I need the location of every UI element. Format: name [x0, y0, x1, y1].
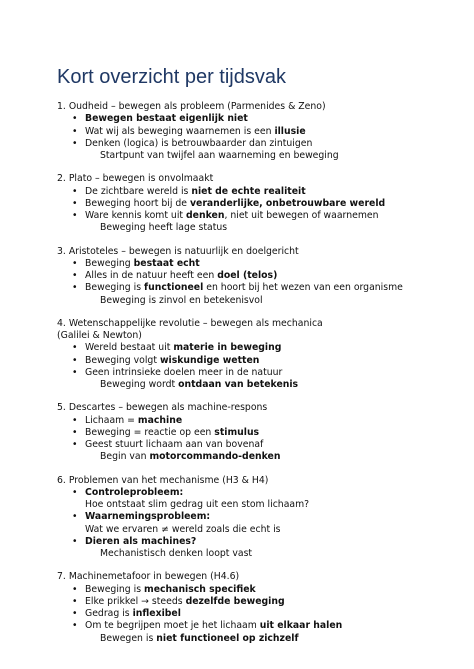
bullet-icon: • — [72, 137, 78, 149]
section-heading: 4. Wetenschappelijke revolutie – bewegen als mechanica — [57, 317, 323, 329]
text-run: Beweging volgt — [85, 354, 160, 366]
text-run: Elke prikkel → steeds — [85, 595, 186, 607]
section-heading: 5. Descartes – bewegen als machine-respons — [57, 402, 268, 414]
section-heading: 2. Plato – bewegen is onvolmaakt — [57, 173, 214, 185]
text-run: Beweging heeft lage status — [100, 222, 228, 234]
bullet-icon: • — [72, 414, 78, 426]
bullet-icon: • — [72, 125, 78, 137]
bullet-icon: • — [72, 197, 78, 209]
bullet-icon: • — [72, 354, 78, 366]
text-run: Beweging is zinvol en betekenisvol — [100, 294, 263, 306]
text-run: Ware kennis komt uit — [85, 210, 186, 221]
bold-text: Bewegen bestaat eigenlijk niet — [85, 113, 248, 125]
bold-text: machine — [137, 414, 183, 426]
text-run: Beweging is — [85, 583, 145, 595]
bullet-item — [57, 270, 467, 282]
bullet-item — [57, 186, 467, 198]
bullet-icon: • — [72, 185, 78, 197]
bullet-item — [57, 258, 467, 270]
bullet-item — [57, 113, 467, 125]
conclusion-line — [57, 379, 467, 391]
bold-text: illusie — [274, 125, 306, 137]
bullet-item — [57, 620, 467, 632]
text-run: en hoort bij het wezen van een organisme — [203, 282, 403, 294]
bullet-item — [57, 367, 467, 379]
bullet-icon: • — [72, 210, 78, 221]
bold-text: mechanisch specifiek — [144, 583, 256, 595]
text-run: Begin van — [100, 451, 150, 463]
bold-text: wiskundige wetten — [159, 354, 260, 366]
bullet-icon: • — [72, 366, 78, 378]
section-heading: 7. Machinemetafoor in bewegen (H4.6) — [57, 571, 240, 583]
text-run: Beweging wordt — [100, 379, 179, 390]
explanation-line — [57, 524, 467, 536]
bullet-item — [57, 355, 467, 367]
text-run: De zichtbare wereld is — [85, 185, 192, 197]
bullet-item — [57, 342, 467, 354]
page-title: Kort overzicht per tijdsvak — [57, 66, 286, 88]
conclusion-line — [57, 548, 467, 560]
bullet-item — [57, 439, 467, 451]
bullet-item — [57, 596, 467, 608]
text-run: Mechanistisch denken loopt vast — [100, 548, 253, 559]
bullet-item — [57, 511, 467, 523]
bullet-icon: • — [72, 595, 78, 607]
bullet-item — [57, 282, 467, 294]
bullet-icon: • — [72, 342, 78, 354]
bold-text: Waarnemingsprobleem: — [85, 511, 211, 523]
section-3 — [57, 246, 467, 307]
text-run: Alles in de natuur heeft een — [85, 270, 218, 281]
text-run: Geen intrinsieke doelen meer in de natuur — [85, 366, 283, 378]
bullet-icon: • — [72, 270, 78, 281]
section-heading: 6. Problemen van het mechanisme (H3 & H4) — [57, 474, 269, 486]
text-run: Wat wij als beweging waarnemen is een — [85, 125, 275, 137]
text-run: Startpunt van twijfel aan waarneming en beweging — [100, 150, 339, 161]
bullet-icon: • — [72, 608, 78, 619]
text-run: , niet uit bewegen of waarnemen — [224, 210, 379, 221]
bold-text: Controleprobleem: — [85, 486, 184, 498]
text-run: Denken (logica) is betrouwbaarder dan zintuigen — [85, 137, 313, 149]
bold-text: niet de echte realiteit — [191, 185, 306, 197]
bullet-item — [57, 427, 467, 439]
text-run: Geest stuurt lichaam aan van bovenaf — [85, 439, 264, 450]
text-run: Wereld bestaat uit — [85, 342, 174, 354]
bullet-item — [57, 210, 467, 222]
bold-text: dezelfde beweging — [185, 595, 285, 607]
bold-text: Dieren als machines? — [85, 535, 197, 547]
bullet-icon: • — [72, 257, 78, 269]
text-run: Gedrag is — [85, 608, 133, 619]
bullet-icon: • — [72, 282, 78, 294]
bold-text: stimulus — [214, 426, 260, 438]
section-heading: 1. Oudheid – bewegen als probleem (Parmenides & Zeno) — [57, 101, 326, 112]
bullet-icon: • — [72, 535, 78, 547]
section-6 — [57, 475, 467, 561]
text-run: Wat we ervaren ≠ wereld zoals die echt is — [85, 523, 281, 535]
text-run: Beweging — [85, 257, 134, 269]
bullet-item — [57, 126, 467, 138]
bullet-item — [57, 584, 467, 596]
bold-text: doel (telos) — [217, 270, 278, 281]
text-run: Lichaam = — [85, 414, 138, 426]
bullet-icon: • — [72, 620, 78, 632]
bullet-item — [57, 138, 467, 150]
section-7 — [57, 571, 467, 645]
section-1 — [57, 101, 467, 162]
text-run: Bewegen is — [100, 632, 157, 644]
bold-text: denken — [186, 210, 225, 221]
text-run: Beweging hoort bij de — [85, 197, 190, 209]
bullet-item — [57, 198, 467, 210]
conclusion-line — [57, 633, 467, 645]
section-5 — [57, 402, 467, 463]
bullet-item — [57, 487, 467, 499]
section-4 — [57, 318, 467, 392]
bold-text: materie in beweging — [173, 342, 282, 354]
document-body — [57, 101, 467, 656]
bold-text: uit elkaar halen — [259, 620, 343, 632]
text-run: Om te begrijpen moet je het lichaam — [85, 620, 260, 632]
conclusion-line — [57, 295, 467, 307]
bold-text: bestaat echt — [133, 257, 200, 269]
bullet-icon: • — [72, 113, 78, 125]
conclusion-line — [57, 451, 467, 463]
bullet-item — [57, 415, 467, 427]
text-run: Hoe ontstaat slim gedrag uit een stom lichaam? — [85, 499, 310, 510]
bullet-icon: • — [72, 511, 78, 523]
bold-text: niet functioneel op zichzelf — [156, 632, 299, 644]
bullet-icon: • — [72, 439, 78, 450]
bullet-icon: • — [72, 583, 78, 595]
text-run: Beweging is — [85, 282, 145, 294]
bullet-item — [57, 536, 467, 548]
bullet-icon: • — [72, 486, 78, 498]
bold-text: inflexibel — [132, 608, 181, 619]
bold-text: veranderlijke, onbetrouwbare wereld — [189, 197, 386, 209]
bold-text: ontdaan van betekenis — [178, 379, 299, 390]
bold-text: functioneel — [144, 282, 204, 294]
bold-text: motorcommando-denken — [149, 451, 281, 463]
bullet-item — [57, 608, 467, 620]
section-2 — [57, 173, 467, 234]
explanation-line — [57, 499, 467, 511]
conclusion-line — [57, 222, 467, 234]
section-heading: 3. Aristoteles – bewegen is natuurlijk en doelgericht — [57, 245, 299, 257]
section-subheading: (Galilei & Newton) — [57, 330, 142, 341]
bullet-icon: • — [72, 426, 78, 438]
conclusion-line — [57, 150, 467, 162]
text-run: Beweging = reactie op een — [85, 426, 215, 438]
